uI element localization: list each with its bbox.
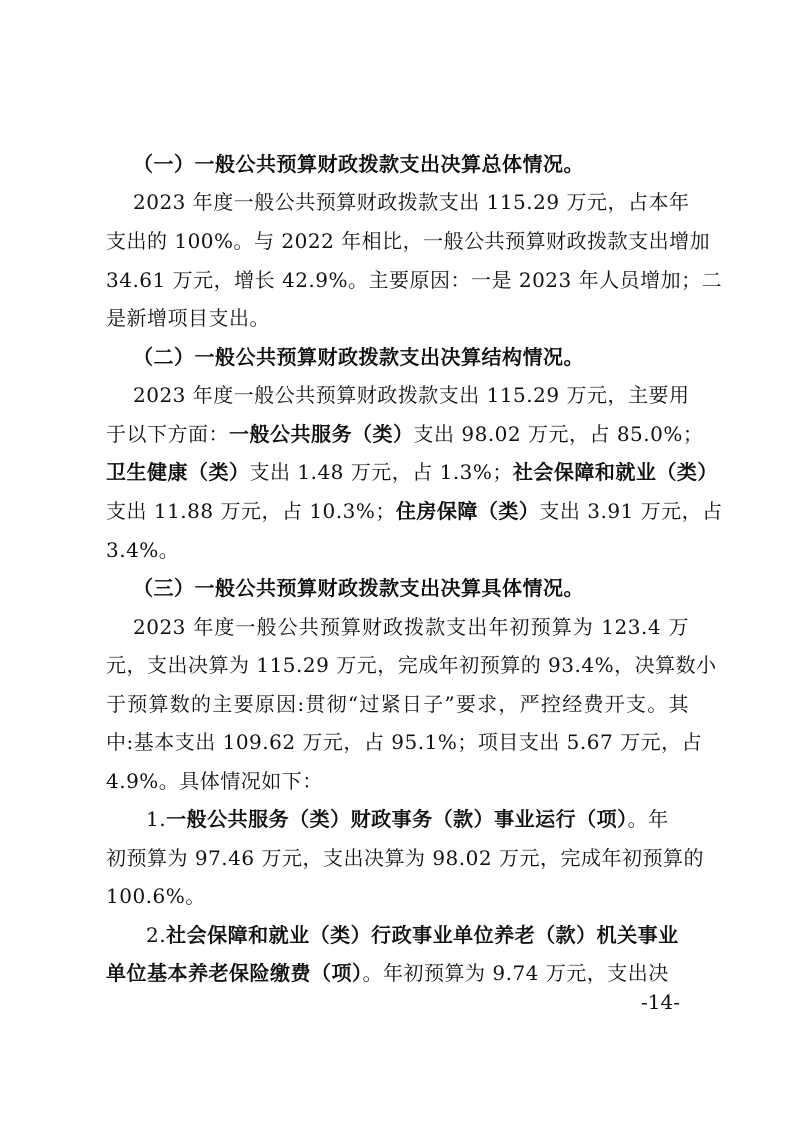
- item2-line-2-suffix: 。年初预算为 9.74 万元，支出决: [362, 961, 669, 985]
- section2-line-2: [106, 420, 703, 448]
- item2-line-2: [106, 959, 669, 987]
- section2-line-2-prefix: 于以下方面：: [106, 422, 229, 446]
- section1-line-1: 2023 年度一般公共预算财政拨款支出 115.29 万元，占本年: [133, 190, 690, 214]
- section2-line-4-suffix: 支出 3.91 万元，占: [539, 499, 723, 523]
- section2-line-2-suffix: 支出 98.02 万元，占 85.0%；: [413, 422, 704, 446]
- section2-line-3: [106, 458, 718, 486]
- section2-line-4: [106, 497, 723, 525]
- section3-line-5: 4.9%。具体情况如下：: [106, 769, 323, 793]
- section2-line-3-middle: 支出 1.48 万元，占 1.3%；: [249, 460, 513, 484]
- page-number: -14-: [641, 990, 680, 1014]
- item1-line-3: 100.6%。: [106, 884, 206, 908]
- item1-line-1: [146, 805, 669, 833]
- section2-heading: （二）一般公共预算财政拨款支出决算结构情况。: [133, 345, 584, 369]
- section3-line-3: 于预算数的主要原因:贯彻“过紧日子”要求，严控经费开支。其: [106, 692, 689, 716]
- section1-line-2: 支出的 100%。与 2022 年相比，一般公共预算财政拨款支出增加: [106, 229, 711, 253]
- section3-heading: （三）一般公共预算财政拨款支出决算具体情况。: [133, 576, 584, 600]
- item2-title-part-2: 单位基本养老保险缴费（项）: [106, 961, 363, 985]
- item2-line-1: [146, 921, 679, 949]
- item2-title-part-1: 社会保障和就业（类）行政事业单位养老（款）机关事业: [166, 923, 679, 947]
- category-housing: 住房保障（类）: [395, 499, 540, 523]
- section2-line-5: 3.4%。: [106, 538, 180, 562]
- item1-number: 1.: [146, 807, 167, 831]
- category-general-public-services: 一般公共服务（类）: [229, 422, 414, 446]
- section1-line-3: 34.61 万元，增长 42.9%。主要原因：一是 2023 年人员增加；二: [106, 268, 723, 292]
- section2-line-4-prefix: 支出 11.88 万元，占 10.3%；: [106, 499, 396, 523]
- section1-heading: （一）一般公共预算财政拨款支出决算总体情况。: [133, 152, 584, 176]
- section3-line-4: 中:基本支出 109.62 万元，占 95.1%；项目支出 5.67 万元，占: [106, 730, 703, 754]
- item1-line-1-suffix: 。年: [627, 807, 669, 831]
- item2-number: 2.: [146, 923, 167, 947]
- section2-line-1: 2023 年度一般公共预算财政拨款支出 115.29 万元，主要用: [133, 383, 690, 407]
- section3-line-1: 2023 年度一般公共预算财政拨款支出年初预算为 123.4 万: [133, 615, 689, 639]
- section1-line-4: 是新增项目支出。: [106, 306, 270, 330]
- category-health: 卫生健康（类）: [106, 460, 250, 484]
- section3-line-2: 元，支出决算为 115.29 万元，完成年初预算的 93.4%，决算数小: [106, 653, 717, 677]
- item1-title: 一般公共服务（类）财政事务（款）事业运行（项）: [166, 807, 628, 831]
- category-social-security: 社会保障和就业（类）: [512, 460, 718, 484]
- item1-line-2: 初预算为 97.46 万元，支出决算为 98.02 万元，完成年初预算的: [106, 846, 704, 870]
